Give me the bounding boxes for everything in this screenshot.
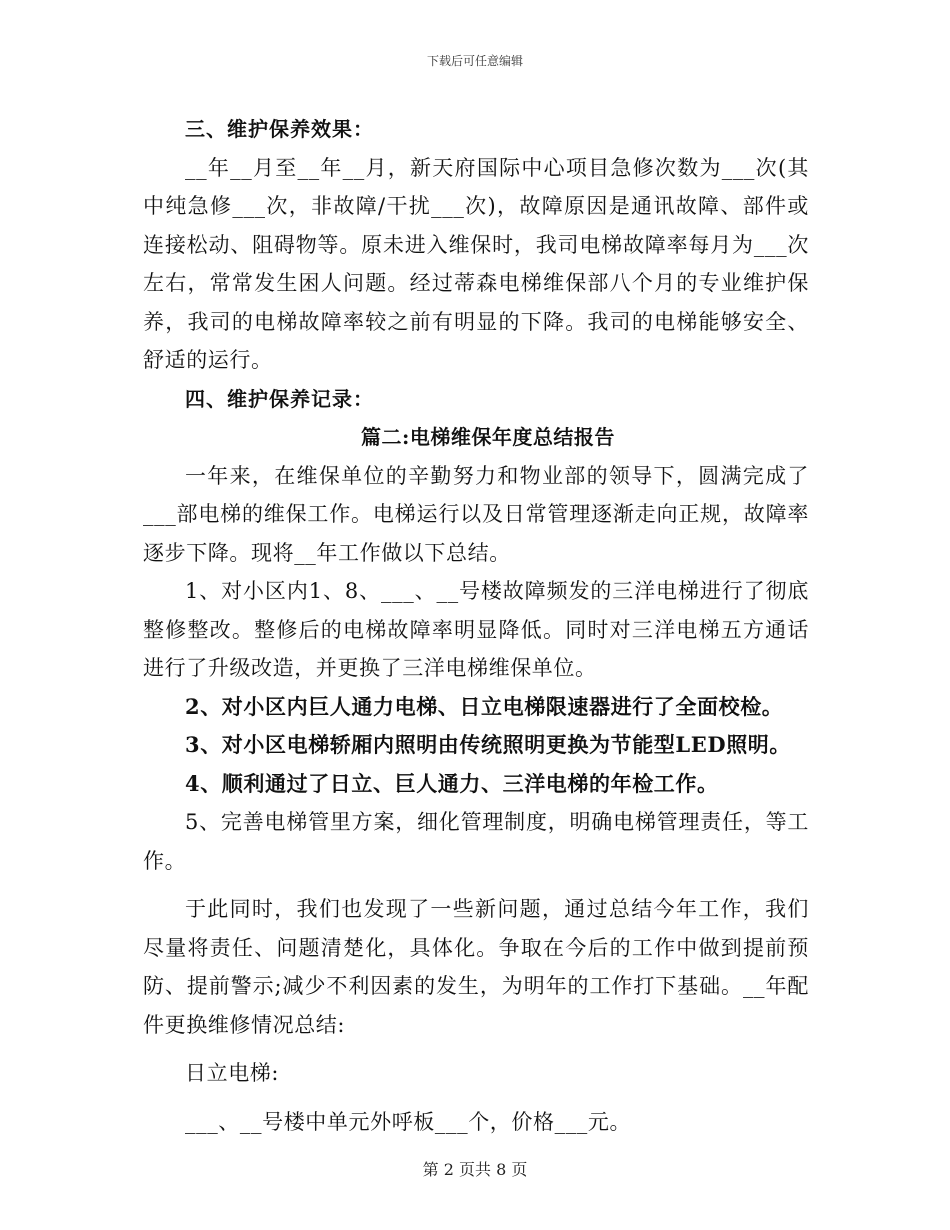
document-body — [143, 110, 809, 1141]
section3-heading: 三、维护保养效果： — [185, 117, 374, 141]
hitachi-label: 日立电梯: — [185, 1061, 280, 1085]
list-item-5: 5、完善电梯管里方案，细化管理制度，明确电梯管理责任，等工作。 — [143, 810, 809, 873]
problem-paragraph: 于此同时，我们也发现了一些新问题，通过总结今年工作，我们尽量将责任、问题清楚化，具体化。争取在今后的工作中做到提前预防、提前警示;减少不利因素的发生，为明年的工作打下基础。__年配件更换维修情况总结: — [143, 897, 809, 1037]
intro-paragraph: 一年来，在维保单位的辛勤努力和物业部的领导下，圆满完成了___部电梯的维保工作。电梯运行以及日常管理逐渐走向正规，故障率逐步下降。现将__年工作做以下总结。 — [143, 463, 809, 565]
list-item-2: 2、对小区内巨人通力电梯、日立电梯限速器进行了全面校检。 — [185, 693, 784, 719]
hitachi-item: ___、__号楼中单元外呼板___个，价格___元。 — [185, 1109, 632, 1134]
article2-title: 篇二:电梯维保年度总结报告 — [361, 425, 615, 449]
list-item-4: 4、顺利通过了日立、巨人通力、三洋电梯的年检工作。 — [185, 770, 719, 796]
section3-paragraph: __年__月至__年__月，新天府国际中心项目急修次数为___次(其中纯急修___次，非故障/干扰___次)，故障原因是通讯故障、部件或连接松动、阻碍物等。原未进入维保时，我司电梯故障率每月为___次左右，常常发生困人问题。经过蒂森电梯维保部八个月的专业维护保养，我司的电梯故障率较之前有明显的下降。我司的电梯能够安全、舒适的运行。 — [143, 155, 809, 372]
section4-heading: 四、维护保养记录： — [185, 386, 374, 411]
list-item-3: 3、对小区电梯轿厢内照明由传统照明更换为节能型LED照明。 — [185, 732, 791, 757]
page-number: 第 2 页共 8 页 — [422, 1160, 528, 1179]
list-item-1: 1、对小区内1、8、___、__号楼故障频发的三洋电梯进行了彻底整修整改。整修后的电梯故障率明显降低。同时对三洋电梯五方通话进行了升级改造，并更换了三洋电梯维保单位。 — [143, 579, 809, 680]
header-note: 下载后可任意编辑 — [426, 54, 523, 68]
